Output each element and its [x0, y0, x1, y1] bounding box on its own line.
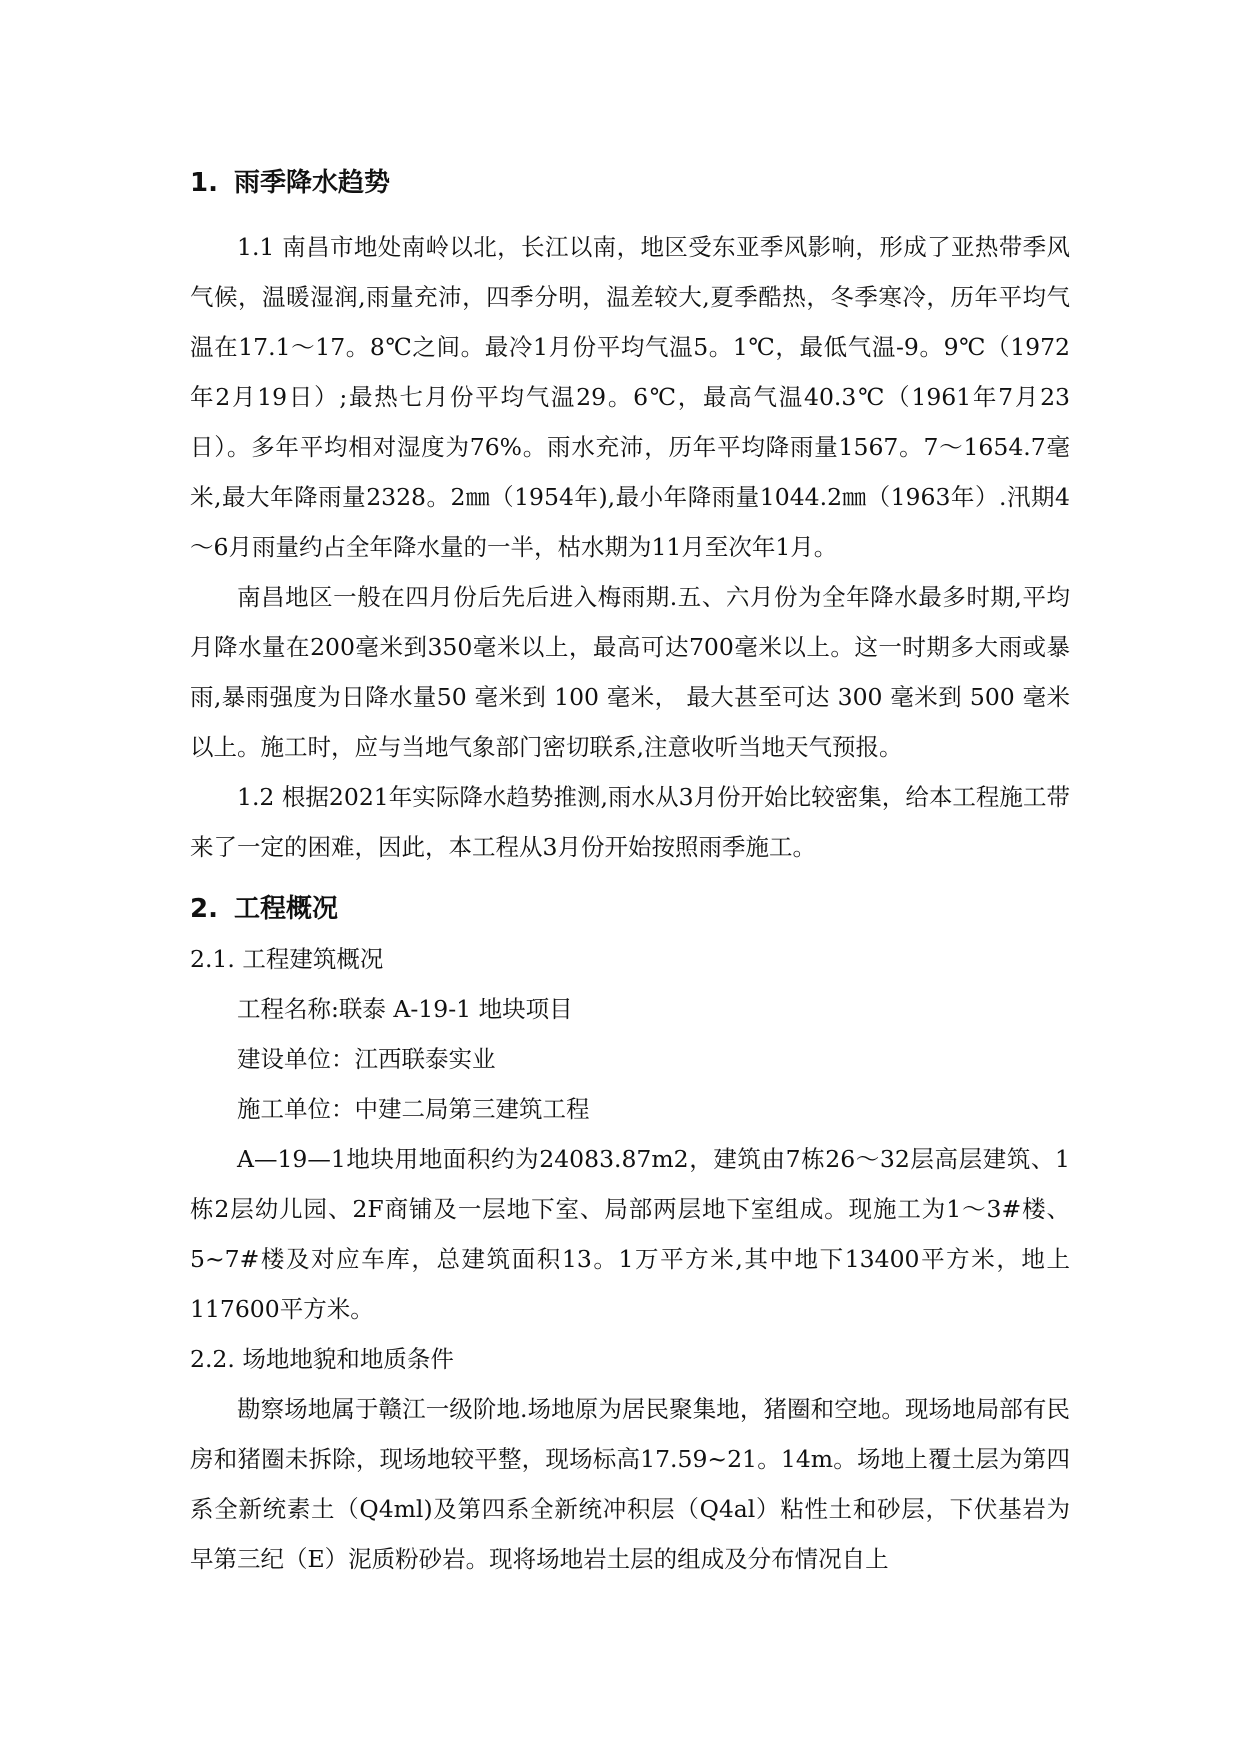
document-body	[190, 158, 1070, 1584]
contractor-line: 施工单位：中建二局第三建筑工程	[237, 1095, 590, 1123]
section-2-heading	[190, 884, 1070, 934]
paragraph-overview: A—19—1地块用地面积约为24083.87m2，建筑由7栋26～32层高层建筑、1栋2层幼儿园、2F商铺及一层地下室、局部两层地下室组成。现施工为1～3#楼、5~7#楼及对应车库，总建筑面积13。1万平方米,其中地下13400平方米，地上117600平方米。	[190, 1145, 1070, 1323]
project-name-line: 工程名称:联泰 A-19-1 地块项目	[237, 995, 573, 1023]
paragraph-geology: 勘察场地属于赣江一级阶地.场地原为居民聚集地，猪圈和空地。现场地局部有民房和猪圈未拆除，现场地较平整，现场标高17.59~21。14m。场地上覆土层为第四系全新统素土（Q4ml)及第四系全新统冲积层（Q4al）粘性土和砂层，下伏基岩为早第三纪（E）泥质粉砂岩。现将场地岩土层的组成及分布情况自上	[190, 1395, 1070, 1573]
section-1-title: 雨季降水趋势	[234, 168, 391, 198]
section-1-heading	[190, 158, 1070, 208]
builder-line: 建设单位：江西联泰实业	[237, 1045, 496, 1073]
section-2-title: 工程概况	[234, 894, 339, 924]
paragraph-1-1: 1.1 南昌市地处南岭以北，长江以南，地区受东亚季风影响，形成了亚热带季风气候，温暖湿润,雨量充沛，四季分明，温差较大,夏季酷热，冬季寒冷，历年平均气温在17.1～17。8℃之间。最冷1月份平均气温5。1℃，最低气温-9。9℃（1972年2月19日）;最热七月份平均气温29。6℃，最高气温40.3℃（1961年7月23日）。多年平均相对湿度为76%。雨水充沛，历年平均降雨量1567。7～1654.7毫米,最大年降雨量2328。2㎜（1954年),最小年降雨量1044.2㎜（1963年）.汛期4～6月雨量约占全年降水量的一半，枯水期为11月至次年1月。	[190, 233, 1070, 561]
section-1-number: 1.	[190, 168, 218, 198]
subsection-2-1-heading: 2.1. 工程建筑概况	[190, 945, 384, 973]
paragraph-1-2: 1.2 根据2021年实际降水趋势推测,雨水从3月份开始比较密集，给本工程施工带来了一定的困难，因此，本工程从3月份开始按照雨季施工。	[190, 783, 1070, 861]
subsection-2-2-heading: 2.2. 场地地貌和地质条件	[190, 1345, 454, 1373]
section-2-number: 2.	[190, 894, 218, 924]
paragraph-rainy-season: 南昌地区一般在四月份后先后进入梅雨期.五、六月份为全年降水最多时期,平均月降水量在200毫米到350毫米以上，最高可达700毫米以上。这一时期多大雨或暴雨,暴雨强度为日降水量50 毫米到 100 毫米， 最大甚至可达 300 毫米到 500 毫米以上。施工时，应与当地气象部门密切联系,注意收听当地天气预报。	[190, 583, 1070, 761]
